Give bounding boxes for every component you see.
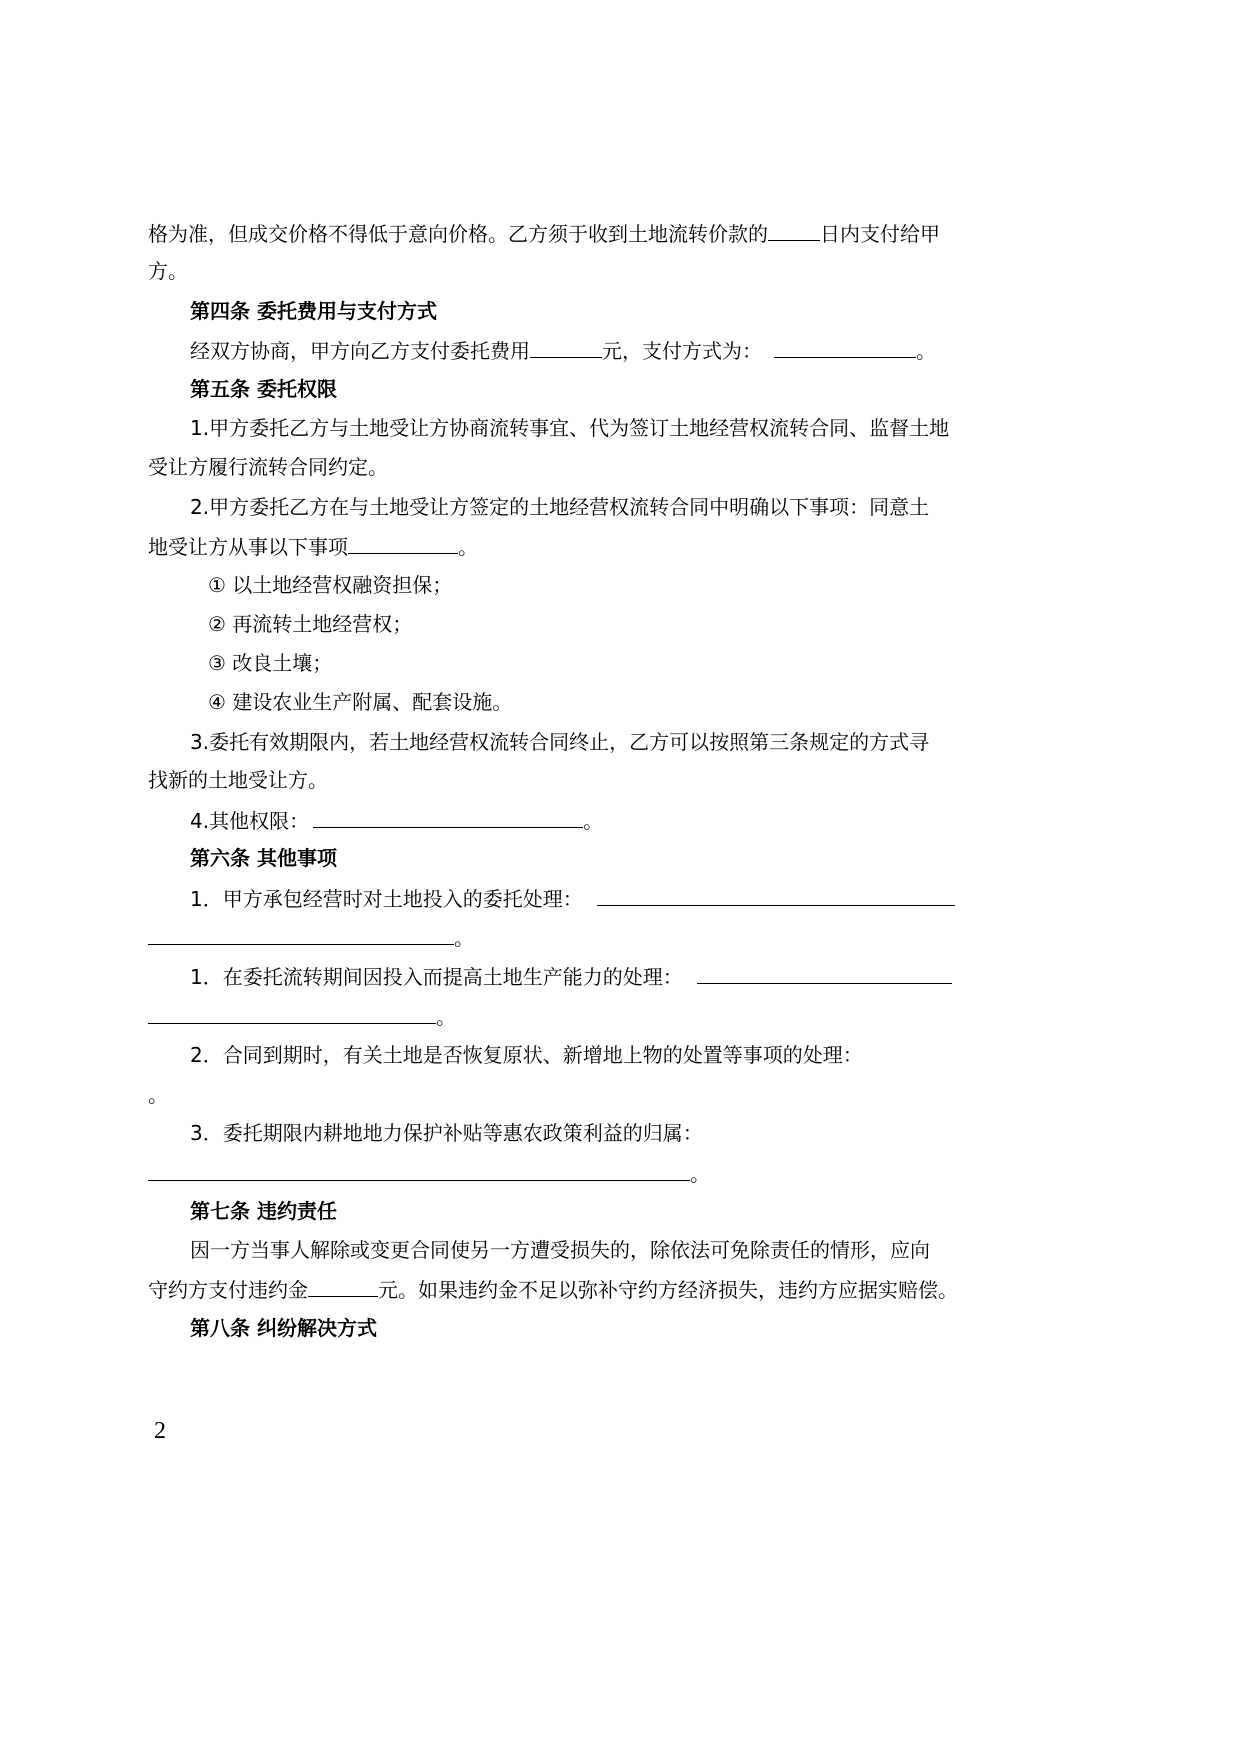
paragraph-line: 2.甲方委托乙方在与土地受让方签定的土地经营权流转合同中明确以下事项：同意土	[190, 495, 930, 519]
blank-field	[597, 885, 955, 906]
text: 。	[916, 339, 936, 363]
blank-field	[697, 963, 952, 984]
blank-field	[774, 337, 916, 358]
text: 1．甲方承包经营时对土地投入的委托处理：	[190, 887, 583, 911]
paragraph-line: 。	[148, 1083, 168, 1107]
text: 4.其他权限：	[190, 809, 310, 833]
blank-field	[148, 1003, 436, 1024]
blank-field	[768, 220, 820, 241]
paragraph-line: 找新的土地受让方。	[148, 768, 328, 792]
paragraph-line	[148, 220, 940, 247]
text: 日内支付给甲	[820, 222, 940, 246]
paragraph-line	[190, 337, 936, 364]
list-item: ② 再流转土地经营权；	[208, 612, 413, 636]
text: 守约方支付违约金	[148, 1278, 308, 1302]
text: 。	[454, 926, 474, 950]
blank-field	[148, 1160, 690, 1181]
article-heading: 第七条 违约责任	[190, 1199, 337, 1223]
paragraph-line	[148, 1160, 710, 1187]
article-heading: 第八条 纠纷解决方式	[190, 1316, 377, 1340]
text: 。	[436, 1005, 456, 1029]
list-item: ④ 建设农业生产附属、配套设施。	[208, 690, 513, 714]
blank-field	[148, 924, 454, 945]
paragraph-line	[190, 885, 955, 912]
paragraph-line	[148, 1276, 958, 1303]
paragraph-line: 因一方当事人解除或变更合同使另一方遭受损失的，除依法可免除责任的情形，应向	[190, 1238, 930, 1262]
text: 。	[583, 809, 604, 833]
paragraph-line: 受让方履行流转合同约定。	[148, 455, 388, 479]
text: 经双方协商，甲方向乙方支付委托费用	[190, 339, 530, 363]
text: 格为准，但成交价格不得低于意向价格。乙方须于收到土地流转价款的	[148, 222, 768, 246]
text: 地受让方从事以下事项	[148, 535, 348, 559]
text: 。	[458, 535, 478, 559]
article-heading: 第四条 委托费用与支付方式	[190, 299, 437, 323]
text: 元。如果违约金不足以弥补守约方经济损失，违约方应据实赔偿。	[378, 1278, 958, 1302]
paragraph-line	[148, 924, 474, 951]
paragraph-line: 1.甲方委托乙方与土地受让方协商流转事宜、代为签订土地经营权流转合同、监督土地	[190, 416, 950, 440]
blank-field	[348, 533, 458, 554]
paragraph-line	[190, 807, 603, 834]
paragraph-line	[190, 963, 952, 990]
blank-field	[530, 337, 602, 358]
paragraph-line	[148, 533, 478, 560]
paragraph-line: 2．合同到期时，有关土地是否恢复原状、新增地上物的处置等事项的处理：	[190, 1043, 863, 1067]
text: 1．在委托流转期间因投入而提高土地生产能力的处理：	[190, 965, 683, 989]
blank-field	[313, 807, 583, 828]
paragraph-line: 3.委托有效期限内，若土地经营权流转合同终止，乙方可以按照第三条规定的方式寻	[190, 730, 930, 754]
paragraph-line	[148, 1003, 456, 1030]
article-heading: 第六条 其他事项	[190, 846, 337, 870]
page-number: 2	[154, 1418, 166, 1444]
list-item: ① 以土地经营权融资担保；	[208, 573, 453, 597]
text: 。	[690, 1162, 710, 1186]
paragraph-line: 3．委托期限内耕地地力保护补贴等惠农政策利益的归属：	[190, 1121, 703, 1145]
text: 元，支付方式为：	[602, 339, 762, 363]
blank-field	[308, 1276, 378, 1297]
list-item: ③ 改良土壤；	[208, 651, 333, 675]
paragraph-line: 方。	[148, 259, 188, 283]
article-heading: 第五条 委托权限	[190, 377, 337, 401]
